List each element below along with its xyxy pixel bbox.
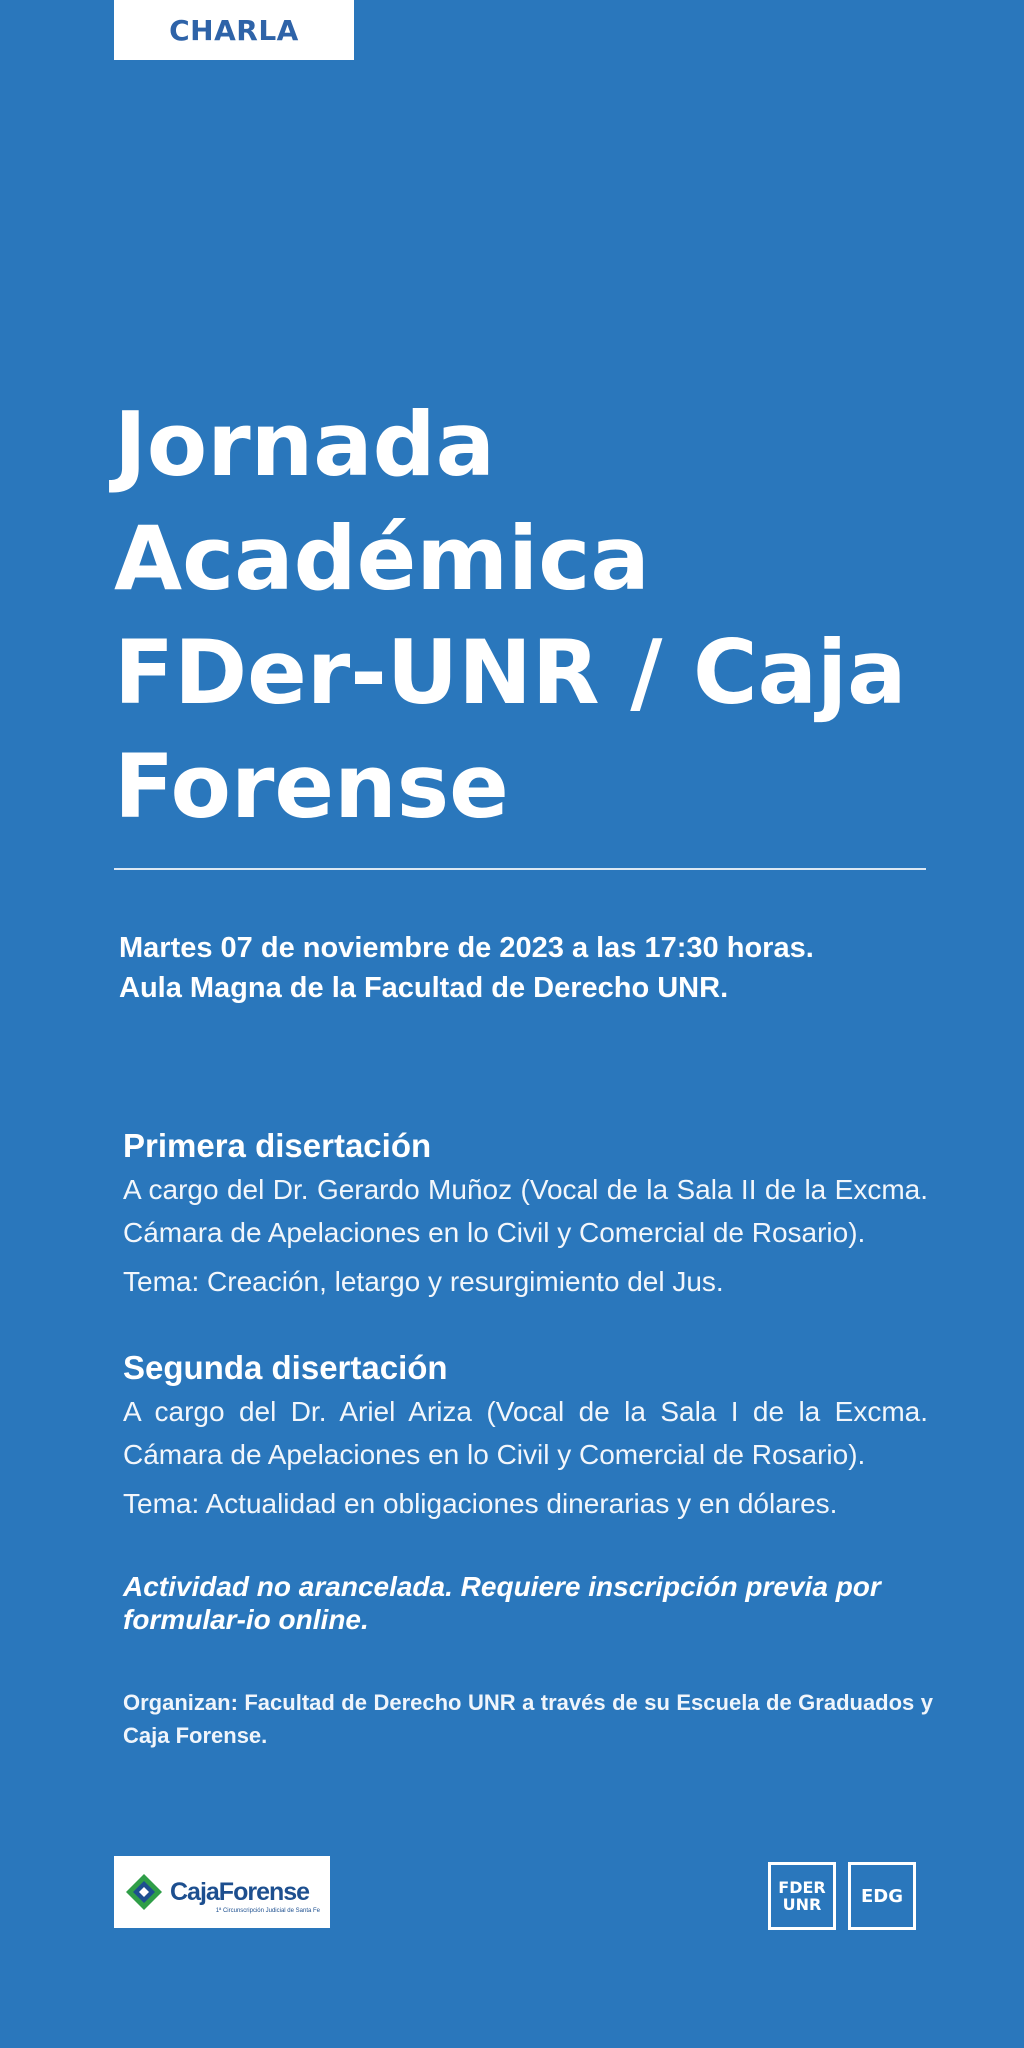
talk-speaker: A cargo del Dr. Gerardo Muñoz (Vocal de la Sala II de la Excma. Cámara de Apelaciones en lo Civil y Comercial de Rosario). [123,1174,928,1248]
event-place: Aula Magna de la Facultad de Derecho UNR. [119,972,729,1004]
edg-logo-text: EDG [860,1885,903,1907]
first-talk [123,1124,928,1303]
registration-note: Actividad no arancelada. Requiere inscripción previa por formular-io online. [123,1571,881,1635]
caja-forense-mark-icon [124,1872,164,1912]
caja-forense-subtitle: 1ª Circunscripción Judicial de Santa Fe [215,1908,320,1914]
event-date-place [119,928,939,1008]
event-date: Martes 07 de noviembre de 2023 a las 17:30 horas. [119,932,814,964]
title-line: Académica [114,507,650,610]
second-talk [123,1346,928,1525]
caja-forense-logo [114,1856,330,1928]
talk-heading: Primera disertación [123,1127,432,1164]
talk-topic: Tema: Actualidad en obligaciones dinerarias y en dólares. [123,1488,838,1519]
fder-logo-line: FDER [778,1878,826,1897]
talk-speaker: A cargo del Dr. Ariel Ariza (Vocal de la Sala I de la Excma. Cámara de Apelaciones en lo Civil y Comercial de Rosario). [123,1396,928,1470]
edg-logo [848,1862,916,1930]
organizers-text: Organizan: Facultad de Derecho UNR a través de su Escuela de Graduados y Caja Forense. [123,1690,933,1748]
fder-unr-logo [768,1862,836,1930]
talk-topic: Tema: Creación, letargo y resurgimiento del Jus. [123,1266,724,1297]
caja-forense-wordmark: CajaForense [170,1877,310,1906]
event-title [114,388,934,844]
talk-heading: Segunda disertación [123,1349,448,1386]
fder-logo-line: UNR [782,1895,822,1914]
title-line: Jornada [114,393,496,496]
title-line: Forense [114,735,509,838]
title-line: FDer-UNR / Caja [114,621,907,724]
event-type-tag: CHARLA [114,0,354,60]
divider [114,868,926,870]
